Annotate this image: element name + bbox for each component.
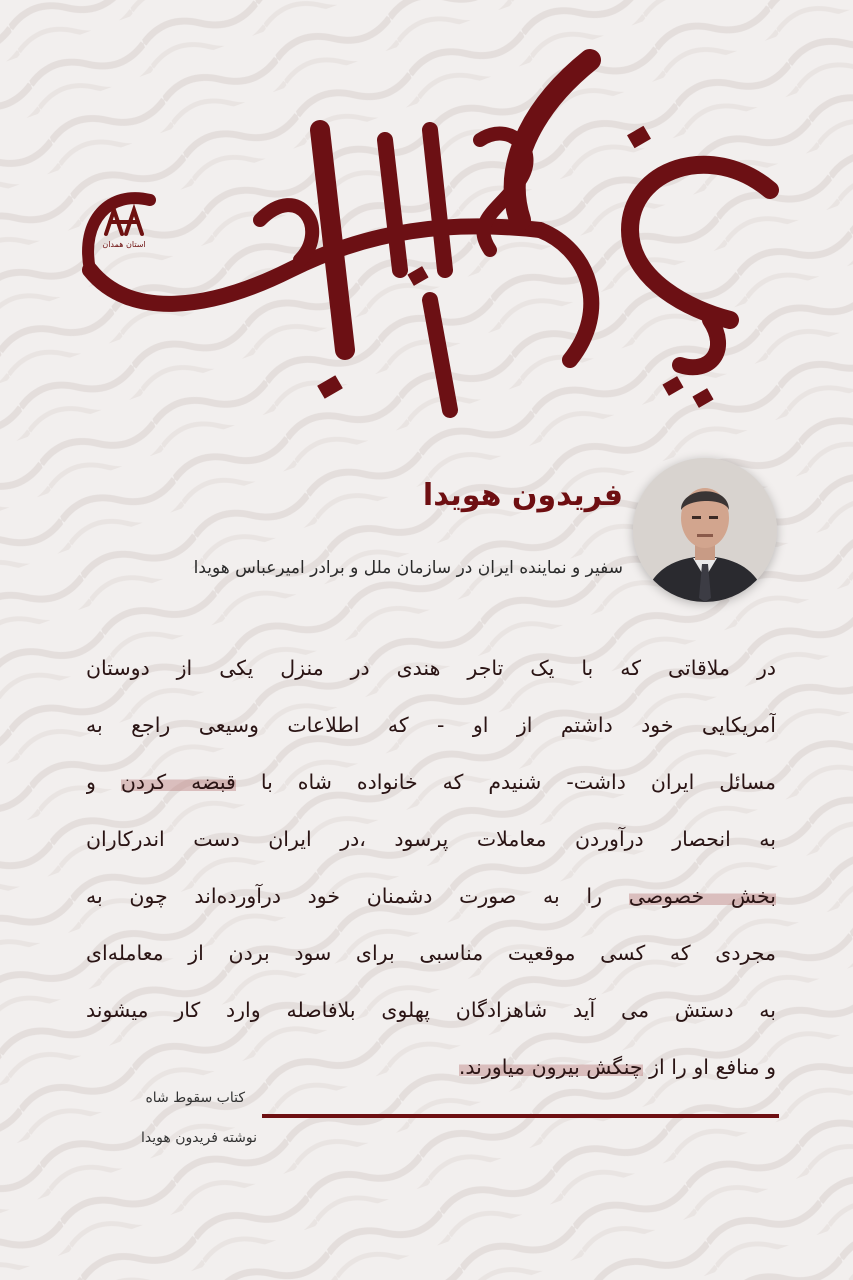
quote-line: بخش خصوصی را به صورت دشمنان خود درآورده‌اند چون به <box>86 884 776 908</box>
quote-line: در ملاقاتی که با یک تاجر هندی در منزل یکی از دوستان <box>86 656 776 680</box>
hamedan-logo <box>96 200 152 262</box>
quote-line: مسائل ایران داشت- شنیدم که خانواده شاه با قبضه کردن و <box>86 770 776 794</box>
calligraphy-title <box>70 20 790 430</box>
logo-caption: استان همدان <box>102 240 146 249</box>
quote-text <box>86 640 776 1096</box>
person-name: فریدون هویدا <box>422 478 623 513</box>
quote-line: به انحصار درآوردن معاملات پرسود ،در ایران دست اندرکاران <box>86 827 776 851</box>
quote-line: و منافع او را از چنگش بیرون میاورند. <box>458 1055 776 1079</box>
divider-line <box>262 1114 779 1118</box>
source-book: کتاب سقوط شاه <box>145 1090 245 1106</box>
quote-line: آمریکایی خود داشتم از او - که اطلاعات وسیعی راجع به <box>86 713 776 737</box>
source-author: نوشته فریدون هویدا <box>141 1130 257 1146</box>
person-subtitle: سفیر و نماینده ایران در سازمان ملل و برادر امیرعباس هویدا <box>193 558 623 578</box>
quote-line: مجردی که کسی موقعیت مناسبی برای سود بردن از معامله‌ای <box>86 941 776 965</box>
portrait-photo <box>633 458 777 602</box>
quote-line: به دستش می آید شاهزادگان پهلوی بلافاصله وارد کار میشوند <box>86 998 776 1022</box>
